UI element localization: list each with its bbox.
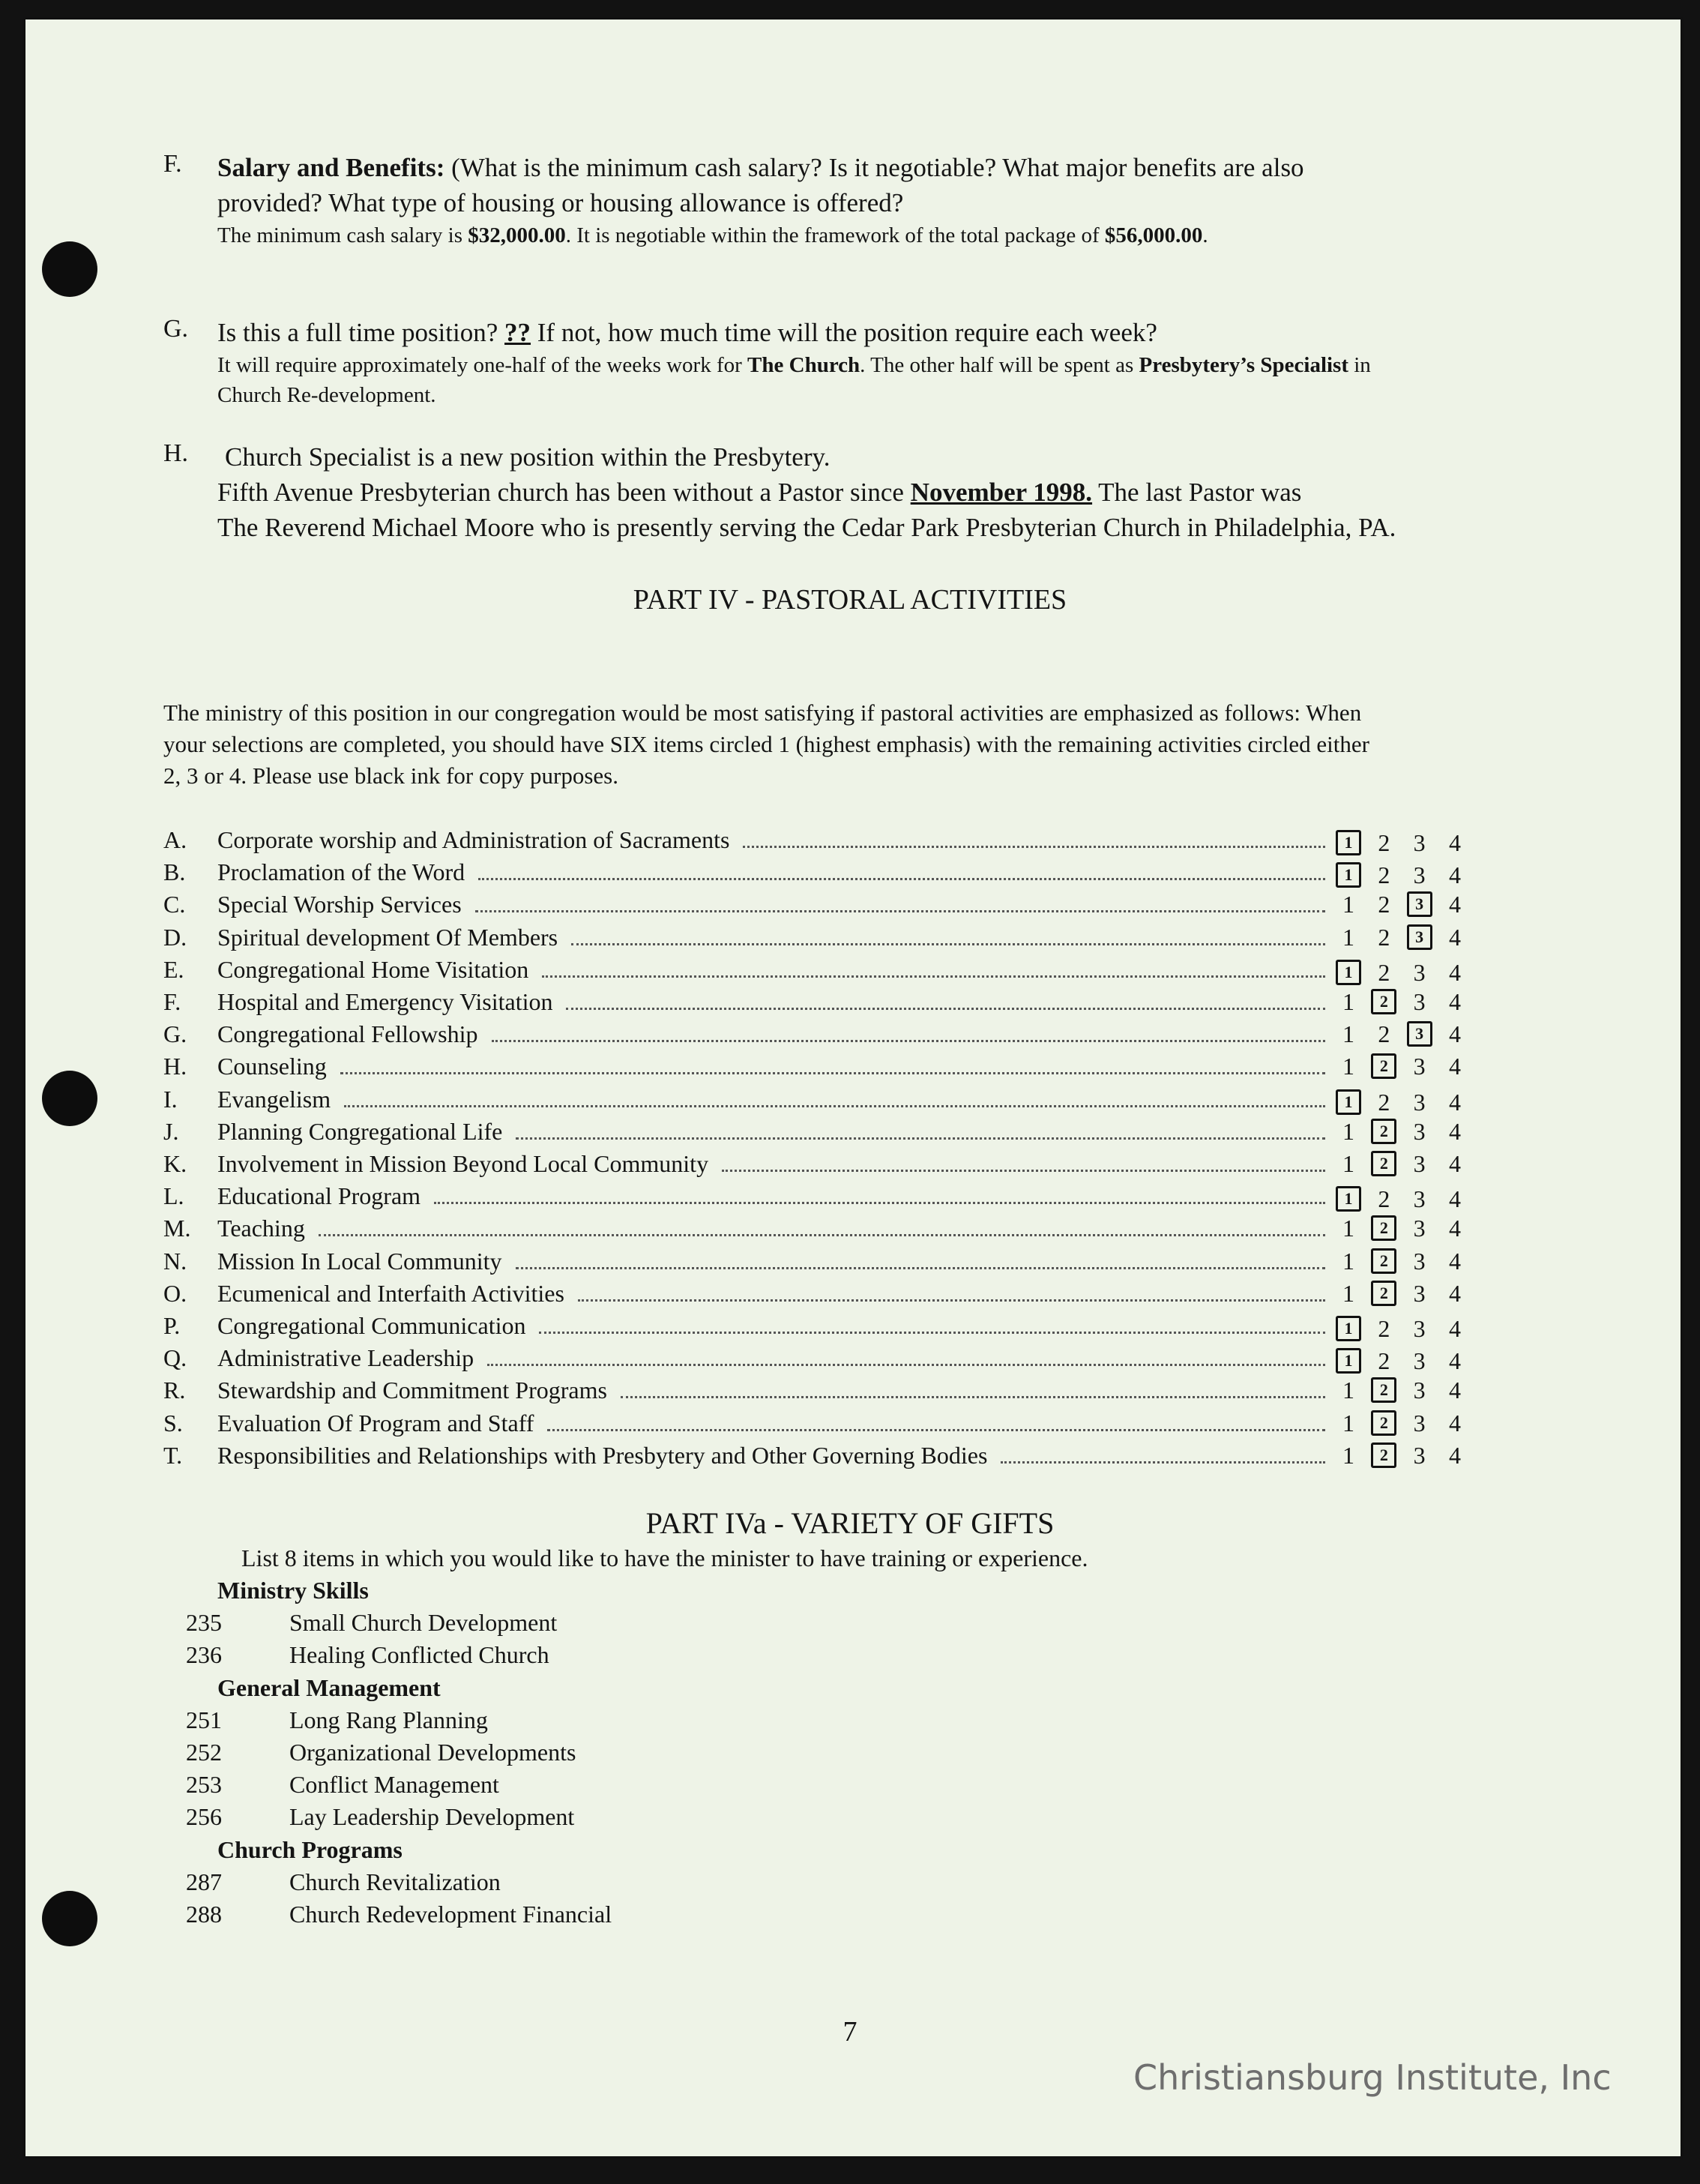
selected-rating[interactable]: 1	[1336, 960, 1361, 985]
rating-option[interactable]: 1	[1342, 1020, 1354, 1048]
section-letter: G.	[163, 315, 189, 343]
salary-value: $32,000.00	[468, 223, 566, 247]
rating-option[interactable]: 4	[1448, 1150, 1461, 1177]
selected-rating[interactable]: 3	[1407, 1021, 1432, 1047]
section-f-question: Salary and Benefits: (What is the minimum cash salary? Is it negotiable? What major benefits are also	[217, 153, 1304, 182]
section-h-line2: Fifth Avenue Presbyterian church has been without a Pastor since November 1998. The last Pastor was	[217, 478, 1302, 507]
rating-option[interactable]: 4	[1448, 1088, 1461, 1116]
activity-name: Evangelism	[217, 1085, 331, 1113]
dot-leader	[487, 1364, 1325, 1366]
rating-option[interactable]: 4	[1448, 1409, 1461, 1437]
rating-option[interactable]: 1	[1342, 891, 1354, 918]
activity-row	[163, 1410, 1468, 1441]
activity-letter: N.	[163, 1247, 187, 1275]
activity-row	[163, 924, 1468, 955]
selected-rating[interactable]: 1	[1336, 1316, 1361, 1341]
dot-leader	[621, 1396, 1325, 1398]
selected-rating[interactable]: 2	[1371, 1053, 1396, 1079]
activity-name: Teaching	[217, 1215, 305, 1242]
activity-letter: G.	[163, 1020, 187, 1048]
activity-letter: E.	[163, 955, 184, 983]
question-marks: ??	[504, 318, 531, 347]
activity-row	[163, 988, 1468, 1020]
gift-code: 256	[186, 1803, 222, 1831]
activity-letter: Q.	[163, 1344, 187, 1372]
activity-row	[163, 1312, 1468, 1344]
gift-code: 288	[186, 1901, 222, 1928]
rating-option[interactable]: 2	[1378, 1088, 1390, 1116]
activity-name: Planning Congregational Life	[217, 1117, 503, 1145]
gift-name: Conflict Management	[289, 1771, 499, 1799]
selected-rating[interactable]: 2	[1371, 1248, 1396, 1274]
rating-option[interactable]: 4	[1448, 1185, 1461, 1213]
rating-scale	[1336, 989, 1468, 1014]
rating-option[interactable]: 4	[1448, 1053, 1461, 1080]
rating-scale	[1336, 1348, 1468, 1374]
activity-name: Involvement in Mission Beyond Local Community	[217, 1150, 709, 1177]
rating-option[interactable]: 4	[1448, 1279, 1461, 1307]
gift-code: 253	[186, 1771, 222, 1799]
rating-option[interactable]: 2	[1378, 1185, 1390, 1213]
rating-scale	[1336, 1053, 1468, 1079]
rating-option[interactable]: 2	[1378, 1315, 1390, 1342]
rating-scale	[1336, 1377, 1468, 1403]
rating-option[interactable]: 4	[1448, 1377, 1461, 1404]
selected-rating[interactable]: 2	[1371, 989, 1396, 1014]
activity-name: Mission In Local Community	[217, 1247, 502, 1275]
activity-row	[163, 1280, 1468, 1311]
dot-leader	[539, 1332, 1325, 1334]
rating-option[interactable]: 3	[1413, 1185, 1426, 1213]
activity-letter: M.	[163, 1215, 191, 1242]
activity-letter: P.	[163, 1312, 181, 1339]
part4-intro: The ministry of this position in our congregation would be most satisfying if pastoral activities are emphasized as follows: When your selections are completed, you should have SIX items circled 1 (highest emphasis) with the remaining activities circled either 2, 3 or 4. Please use black ink for copy purposes.	[163, 700, 1369, 789]
rating-option[interactable]: 3	[1413, 988, 1426, 1015]
rating-option[interactable]: 1	[1342, 1053, 1354, 1080]
rating-option[interactable]: 2	[1378, 958, 1390, 986]
selected-rating[interactable]: 1	[1336, 1348, 1361, 1374]
activity-letter: J.	[163, 1117, 179, 1145]
rating-option[interactable]: 1	[1342, 988, 1354, 1015]
activity-row	[163, 1053, 1468, 1084]
rating-option[interactable]: 1	[1342, 923, 1354, 951]
activity-row	[163, 1086, 1468, 1117]
rating-option[interactable]: 4	[1448, 988, 1461, 1015]
section-g-answer: It will require approximately one-half of the weeks work for The Church. The other half will be spent as Presbytery’s Specialist in	[217, 353, 1371, 377]
section-f-title: Salary and Benefits:	[217, 153, 445, 182]
rating-option[interactable]: 3	[1413, 1409, 1426, 1437]
page-number: 7	[843, 2016, 857, 2048]
part4-heading: PART IV - PASTORAL ACTIVITIES	[633, 584, 1067, 616]
gift-name: Small Church Development	[289, 1609, 558, 1637]
rating-option[interactable]: 3	[1413, 958, 1426, 986]
activity-row	[163, 1182, 1468, 1214]
rating-option[interactable]: 1	[1342, 1409, 1354, 1437]
rating-option[interactable]: 3	[1413, 1247, 1426, 1275]
rating-option[interactable]: 4	[1448, 891, 1461, 918]
selected-rating[interactable]: 2	[1371, 1119, 1396, 1144]
selected-rating[interactable]: 2	[1371, 1410, 1396, 1436]
gift-name: Long Rang Planning	[289, 1706, 488, 1733]
gift-name: Organizational Developments	[289, 1739, 576, 1766]
dot-leader	[547, 1429, 1325, 1431]
gift-name: Healing Conflicted Church	[289, 1641, 549, 1669]
dot-leader	[492, 1040, 1325, 1042]
rating-option[interactable]: 4	[1448, 1117, 1461, 1145]
gift-code: 287	[186, 1868, 222, 1895]
activity-row	[163, 1442, 1468, 1473]
dot-leader	[722, 1170, 1325, 1172]
section-letter: F.	[163, 150, 182, 178]
section-h-line1: Church Specialist is a new position within the Presbytery.	[225, 442, 831, 472]
selected-rating[interactable]: 1	[1336, 1186, 1361, 1212]
activity-name: Special Worship Services	[217, 891, 462, 918]
selected-rating[interactable]: 3	[1407, 891, 1432, 917]
rating-option[interactable]: 3	[1413, 829, 1426, 856]
gift-category: Church Programs	[217, 1835, 403, 1863]
rating-scale	[1336, 830, 1468, 855]
rating-scale	[1336, 1089, 1468, 1115]
activity-row	[163, 1150, 1468, 1182]
rating-option[interactable]: 1	[1342, 1215, 1354, 1242]
section-g-answer-line2: Church Re-development.	[217, 383, 436, 407]
rating-option[interactable]: 3	[1413, 1441, 1426, 1469]
rating-option[interactable]: 3	[1413, 1347, 1426, 1375]
rating-option[interactable]: 3	[1413, 861, 1426, 889]
rating-option[interactable]: 3	[1413, 1315, 1426, 1342]
dot-leader	[340, 1072, 1325, 1074]
selected-rating[interactable]: 1	[1336, 1089, 1361, 1115]
rating-scale	[1336, 1151, 1468, 1176]
dot-leader	[434, 1202, 1325, 1204]
rating-option[interactable]: 3	[1413, 1215, 1426, 1242]
activity-letter: D.	[163, 923, 187, 951]
activity-row	[163, 1248, 1468, 1279]
selected-rating[interactable]: 2	[1371, 1281, 1396, 1306]
rating-option[interactable]: 4	[1448, 958, 1461, 986]
rating-option[interactable]: 1	[1342, 1150, 1354, 1177]
rating-option[interactable]: 3	[1413, 1279, 1426, 1307]
dot-leader	[516, 1267, 1325, 1269]
rating-option[interactable]: 4	[1448, 1247, 1461, 1275]
rating-option[interactable]: 1	[1342, 1377, 1354, 1404]
punch-hole	[42, 1891, 97, 1946]
gift-code: 236	[186, 1641, 222, 1669]
rating-option[interactable]: 4	[1448, 1347, 1461, 1375]
punch-hole	[42, 241, 97, 297]
rating-option[interactable]: 4	[1448, 1441, 1461, 1469]
selected-rating[interactable]: 2	[1371, 1215, 1396, 1241]
activity-row	[163, 1215, 1468, 1246]
rating-option[interactable]: 4	[1448, 829, 1461, 856]
selected-rating[interactable]: 2	[1371, 1443, 1396, 1468]
activity-letter: R.	[163, 1377, 186, 1404]
activity-letter: S.	[163, 1409, 183, 1437]
rating-scale	[1336, 1215, 1468, 1241]
rating-scale	[1336, 862, 1468, 888]
selected-rating[interactable]: 2	[1371, 1151, 1396, 1176]
gift-name: Lay Leadership Development	[289, 1803, 575, 1831]
activity-name: Responsibilities and Relationships with Presbytery and Other Governing Bodies	[217, 1441, 988, 1469]
rating-scale	[1336, 960, 1468, 985]
dot-leader	[319, 1234, 1325, 1236]
rating-option[interactable]: 1	[1342, 1247, 1354, 1275]
activity-letter: F.	[163, 988, 181, 1015]
rating-option[interactable]: 2	[1378, 829, 1390, 856]
activity-row	[163, 1377, 1468, 1408]
rating-option[interactable]: 1	[1342, 1441, 1354, 1469]
section-letter: H.	[163, 439, 189, 467]
activity-name: Congregational Communication	[217, 1312, 526, 1339]
section-f-question-line2: provided? What type of housing or housing allowance is offered?	[217, 188, 904, 217]
selected-rating[interactable]: 1	[1336, 862, 1361, 888]
rating-option[interactable]: 2	[1378, 923, 1390, 951]
activity-name: Proclamation of the Word	[217, 858, 465, 886]
activity-row	[163, 1118, 1468, 1149]
rating-scale	[1336, 1316, 1468, 1341]
gift-name: Church Redevelopment Financial	[289, 1901, 612, 1928]
dot-leader	[478, 878, 1325, 880]
activity-letter: B.	[163, 858, 186, 886]
activity-letter: L.	[163, 1182, 184, 1210]
activity-name: Corporate worship and Administration of Sacraments	[217, 826, 730, 853]
activity-row	[163, 956, 1468, 987]
part4a-intro: List 8 items in which you would like to have the minister to have training or experience.	[241, 1544, 1088, 1571]
rating-option[interactable]: 1	[1342, 1279, 1354, 1307]
rating-option[interactable]: 3	[1413, 1117, 1426, 1145]
vacancy-date: November 1998.	[910, 478, 1093, 507]
activity-letter: K.	[163, 1150, 187, 1177]
rating-option[interactable]: 4	[1448, 1215, 1461, 1242]
activity-name: Ecumenical and Interfaith Activities	[217, 1279, 564, 1307]
activity-name: Educational Program	[217, 1182, 421, 1210]
gift-name: Church Revitalization	[289, 1868, 501, 1895]
selected-rating[interactable]: 3	[1407, 924, 1432, 950]
dot-leader	[743, 846, 1325, 848]
section-f-answer: The minimum cash salary is $32,000.00. It is negotiable within the framework of the total package of $56,000.00.	[217, 223, 1208, 247]
section-g-question: Is this a full time position? ?? If not, how much time will the position require each week?	[217, 318, 1157, 347]
rating-scale	[1336, 1021, 1468, 1047]
rating-option[interactable]: 3	[1413, 1053, 1426, 1080]
gift-category: Ministry Skills	[217, 1577, 369, 1604]
section-h-line3: The Reverend Michael Moore who is presently serving the Cedar Park Presbyterian Church in Philadelphia, PA.	[217, 513, 1396, 542]
activity-name: Counseling	[217, 1053, 327, 1080]
activity-row	[163, 858, 1468, 890]
rating-option[interactable]: 1	[1342, 1117, 1354, 1145]
rating-scale	[1336, 1410, 1468, 1436]
activity-row	[163, 891, 1468, 922]
rating-option[interactable]: 4	[1448, 1315, 1461, 1342]
activity-name: Administrative Leadership	[217, 1344, 474, 1372]
dot-leader	[566, 1008, 1325, 1010]
rating-option[interactable]: 3	[1413, 1088, 1426, 1116]
watermark: Christiansburg Institute, Inc	[1133, 2057, 1612, 2098]
gift-code: 235	[186, 1609, 222, 1637]
rating-option[interactable]: 2	[1378, 1020, 1390, 1048]
dot-leader	[516, 1137, 1325, 1140]
punch-hole	[42, 1071, 97, 1126]
activity-letter: I.	[163, 1085, 178, 1113]
rating-scale	[1336, 1281, 1468, 1306]
dot-leader	[475, 910, 1325, 912]
selected-rating[interactable]: 1	[1336, 830, 1361, 855]
selected-rating[interactable]: 2	[1371, 1377, 1396, 1403]
activity-row	[163, 1344, 1468, 1376]
rating-option[interactable]: 2	[1378, 1347, 1390, 1375]
gift-code: 251	[186, 1706, 222, 1733]
activity-letter: T.	[163, 1441, 183, 1469]
gift-category: General Management	[217, 1673, 441, 1701]
activity-name: Evaluation Of Program and Staff	[217, 1409, 534, 1437]
dot-leader	[571, 943, 1325, 945]
dot-leader	[542, 975, 1325, 978]
activity-letter: O.	[163, 1279, 187, 1307]
part4a-heading: PART IVa - VARIETY OF GIFTS	[645, 1506, 1055, 1540]
dot-leader	[344, 1105, 1325, 1107]
activity-row	[163, 826, 1468, 858]
rating-scale	[1336, 1443, 1468, 1468]
activity-row	[163, 1020, 1468, 1052]
activity-letter: A.	[163, 826, 187, 853]
rating-option[interactable]: 4	[1448, 923, 1461, 951]
activity-letter: H.	[163, 1053, 187, 1080]
rating-scale	[1336, 891, 1468, 917]
gift-code: 252	[186, 1739, 222, 1766]
rating-option[interactable]: 4	[1448, 861, 1461, 889]
rating-option[interactable]: 2	[1378, 891, 1390, 918]
rating-scale	[1336, 1119, 1468, 1144]
rating-scale	[1336, 1248, 1468, 1274]
rating-option[interactable]: 3	[1413, 1150, 1426, 1177]
activity-letter: C.	[163, 891, 186, 918]
activity-name: Stewardship and Commitment Programs	[217, 1377, 607, 1404]
package-value: $56,000.00	[1104, 223, 1203, 247]
activity-name: Spiritual development Of Members	[217, 923, 558, 951]
rating-scale	[1336, 924, 1468, 950]
rating-option[interactable]: 4	[1448, 1020, 1461, 1048]
activity-name: Hospital and Emergency Visitation	[217, 988, 553, 1015]
rating-option[interactable]: 2	[1378, 861, 1390, 889]
rating-scale	[1336, 1186, 1468, 1212]
dot-leader	[1001, 1461, 1325, 1463]
dot-leader	[578, 1299, 1325, 1302]
activity-name: Congregational Fellowship	[217, 1020, 478, 1048]
activity-name: Congregational Home Visitation	[217, 955, 529, 983]
rating-option[interactable]: 3	[1413, 1377, 1426, 1404]
